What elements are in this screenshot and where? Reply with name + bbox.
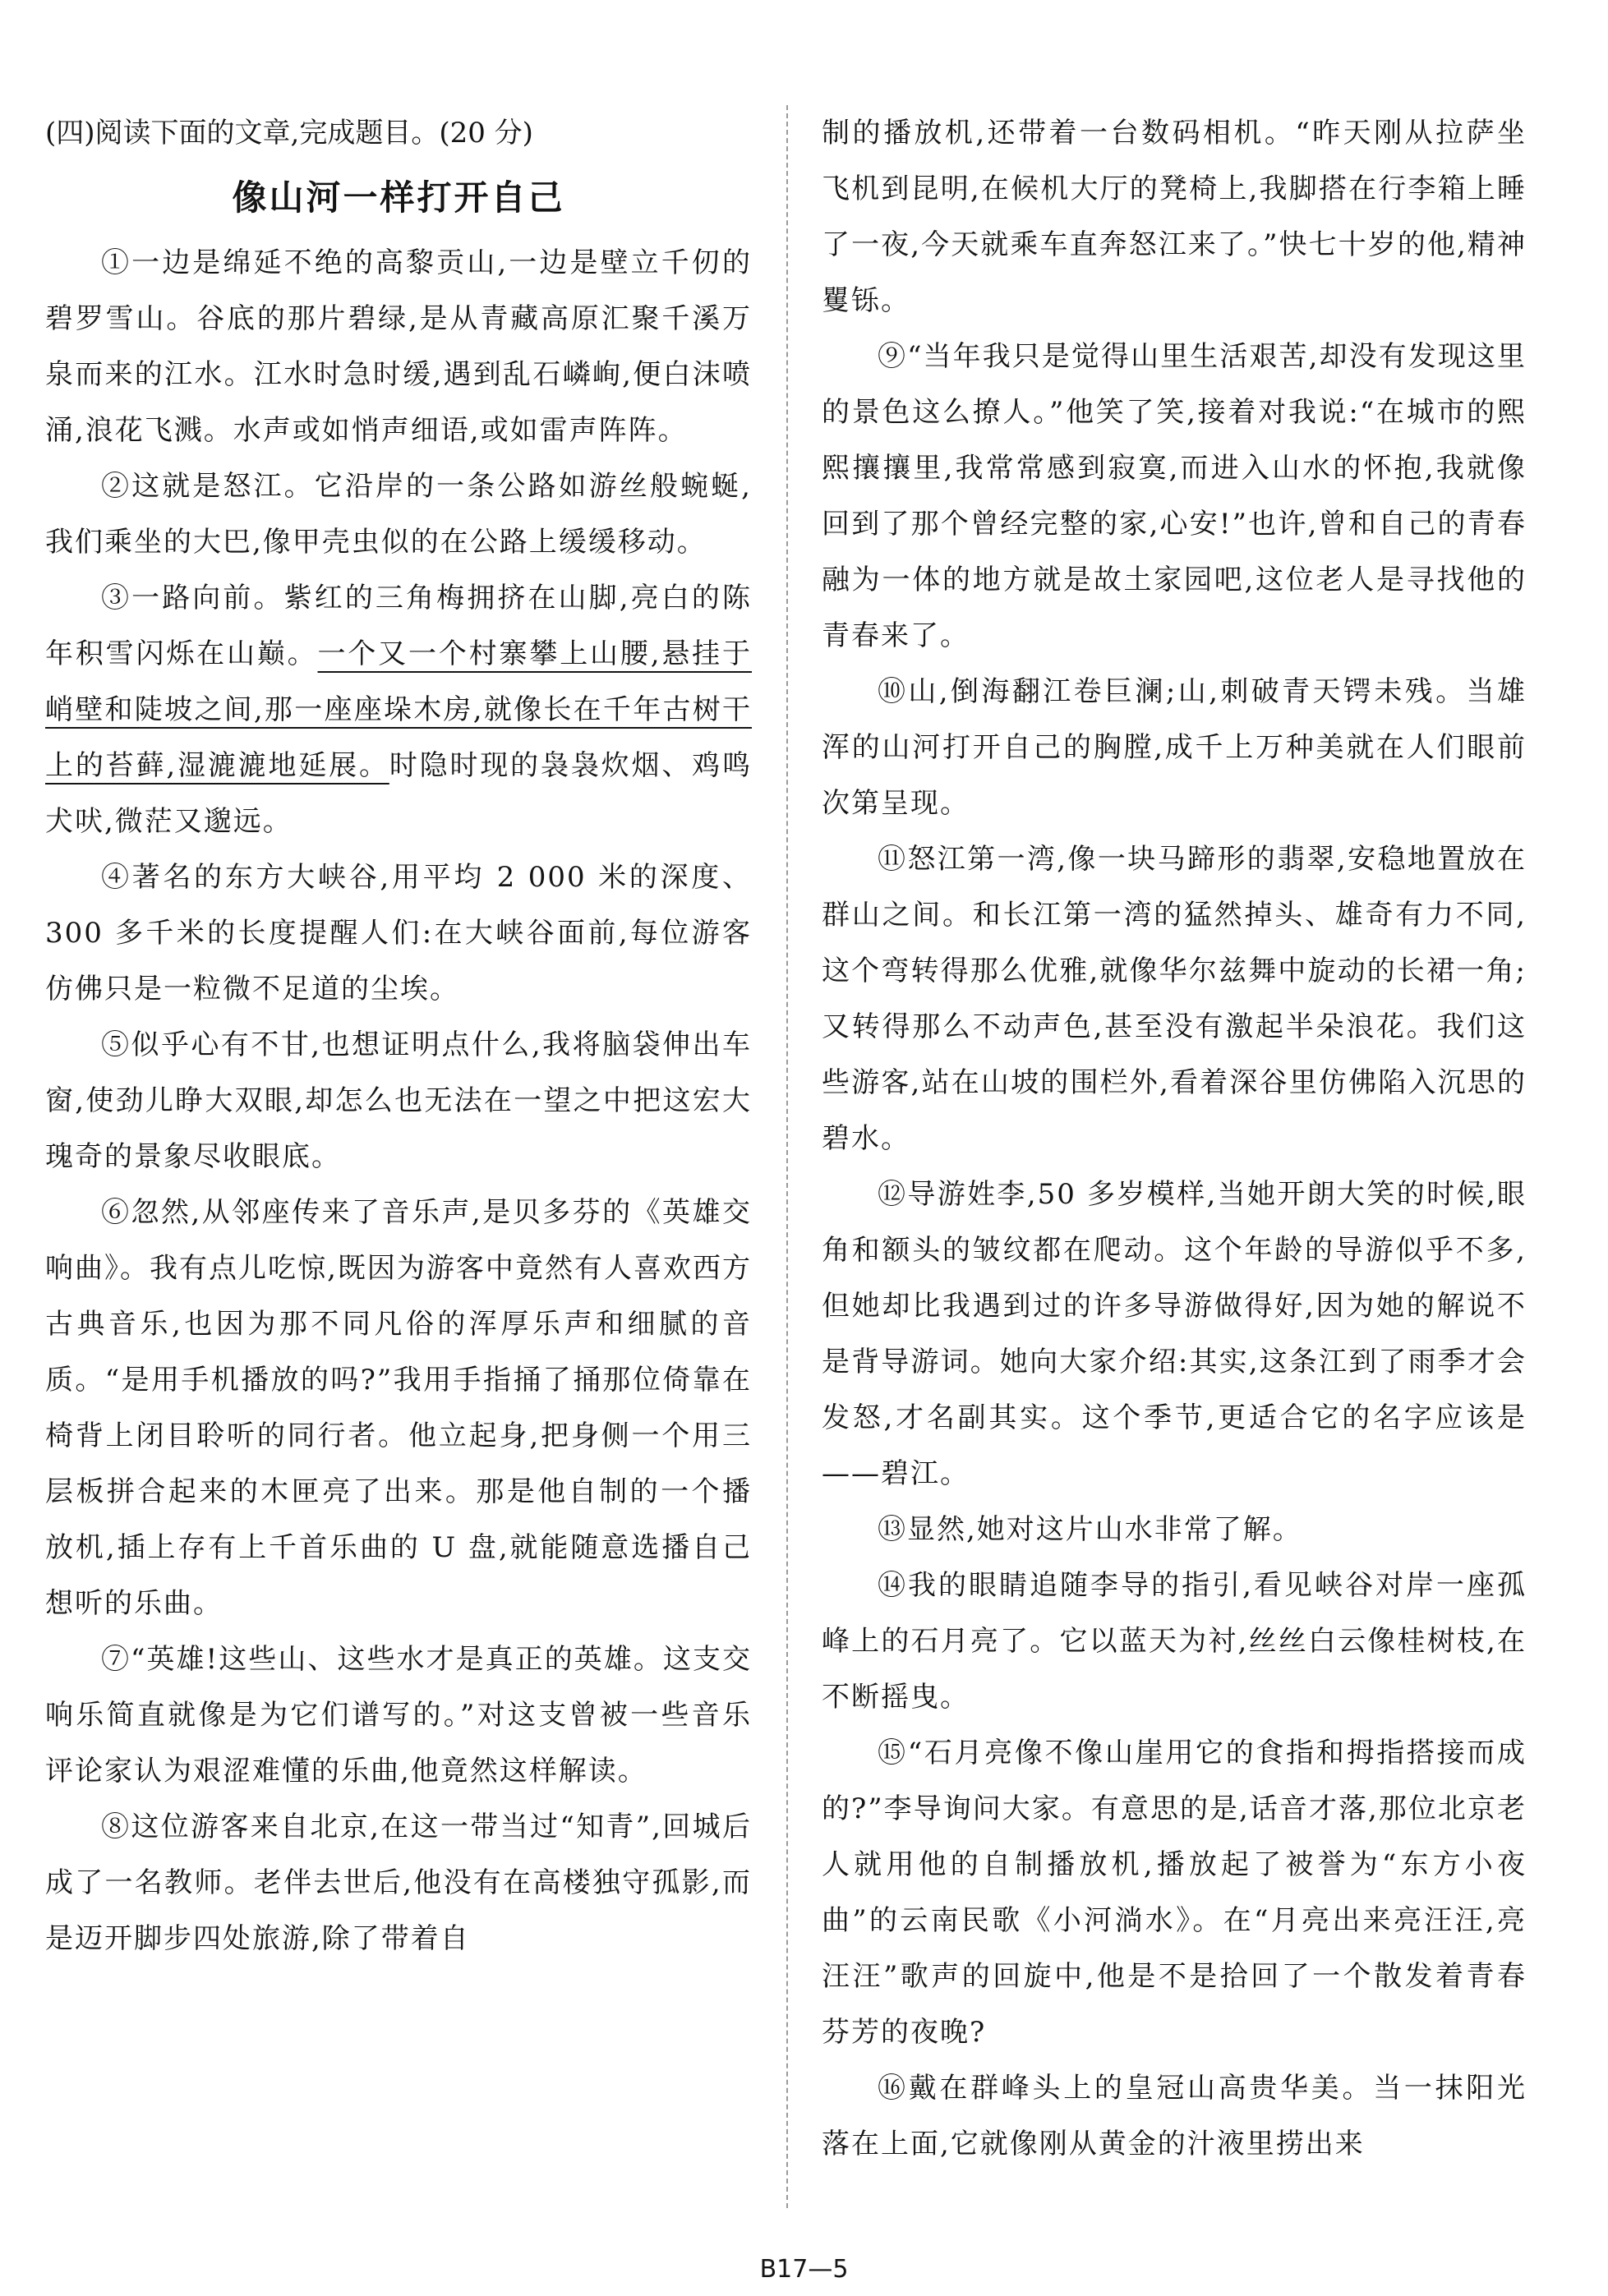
- article-title: 像山河一样打开自己: [232, 177, 565, 218]
- paragraph-16: ⑯戴在群峰头上的皇冠山高贵华美。当一抹阳光落在上面,它就像刚从黄金的汁液里捞出来: [822, 2072, 1527, 2160]
- paragraph-12: ⑫导游姓李,50 多岁模样,当她开朗大笑的时候,眼角和额头的皱纹都在爬动。这个年龄的导游似乎不多,但她却比我遇到过的许多导游做得好,因为她的解说不是背导游词。她向大家介绍:其实,这条江到了雨季才会发怒,才名副其实。这个季节,更适合它的名字应该是——碧江。: [822, 1178, 1527, 1490]
- question-instruction: (四)阅读下面的文章,完成题目。(20 分): [45, 117, 533, 150]
- paragraph-8-part-1: ⑧这位游客来自北京,在这一带当过“知青”,回城后成了一名教师。老伴去世后,他没有在高楼独守孤影,而是迈开脚步四处旅游,除了带着自: [45, 1811, 752, 1955]
- underlined-sentence: 一个又一个村寨攀上山腰,悬挂于峭壁和陡坡之间,那一座座垛木房,就像长在千年古树干上的苔藓,湿漉漉地延展。: [45, 637, 753, 782]
- paragraph-4: ④著名的东方大峡谷,用平均 2 000 米的深度、300 多千米的长度提醒人们:在大峡谷面前,每位游客仿佛只是一粒微不足道的尘埃。: [45, 861, 752, 1005]
- paragraph-2: ②这就是怒江。它沿岸的一条公路如游丝般蜿蜒,我们乘坐的大巴,像甲壳虫似的在公路上缓缓移动。: [45, 470, 752, 559]
- page-number: B17—5: [759, 2255, 849, 2284]
- paragraph-7: ⑦“英雄!这些山、这些水才是真正的英雄。这支交响乐简直就像是为它们谱写的。”对这支曾被一些音乐评论家认为艰涩难懂的乐曲,他竟然这样解读。: [45, 1643, 752, 1788]
- paragraph-6: ⑥忽然,从邻座传来了音乐声,是贝多芬的《英雄交响曲》。我有点儿吃惊,既因为游客中竟然有人喜欢西方古典音乐,也因为那不同凡俗的浑厚乐声和细腻的音质。“是用手机播放的吗?”我用手指捅了捅那位倚靠在椅背上闭目聆听的同行者。他立起身,把身侧一个用三层板拼合起来的木匣亮了出来。那是他自制的一个播放机,插上存有上千首乐曲的 U 盘,就能随意选播自己想听的乐曲。: [45, 1196, 752, 1620]
- left-column: [45, 105, 752, 1967]
- column-divider: [786, 105, 788, 2208]
- paragraph-3: [45, 570, 752, 849]
- paragraph-3-start: ③一路向前。紫红的三角梅拥挤在山脚,亮白的陈年积雪闪烁在山巅。: [45, 582, 752, 670]
- paragraph-13: ⑬显然,她对这片山水非常了解。: [878, 1513, 1302, 1546]
- paragraph-14: ⑭我的眼睛追随李导的指引,看见峡谷对岸一座孤峰上的石月亮了。它以蓝天为衬,丝丝白云像桂树枝,在不断摇曳。: [822, 1569, 1527, 1714]
- right-column: [822, 105, 1527, 2172]
- paragraph-3-end: 时隐时现的袅袅炊烟、鸡鸣犬吠,微茫又邈远。: [45, 749, 753, 838]
- paragraph-9: ⑨“当年我只是觉得山里生活艰苦,却没有发现这里的景色这么撩人。”他笑了笑,接着对我说:“在城市的熙熙攘攘里,我常常感到寂寞,而进入山水的怀抱,我就像回到了那个曾经完整的家,心安!”也许,曾和自己的青春融为一体的地方就是故土家园吧,这位老人是寻找他的青春来了。: [822, 340, 1527, 652]
- paragraph-15: ⑮“石月亮像不像山崖用它的食指和拇指搭接而成的?”李导询问大家。有意思的是,话音才落,那位北京老人就用他的自制播放机,播放起了被誉为“东方小夜曲”的云南民歌《小河淌水》。在“月亮出来亮汪汪,亮汪汪”歌声的回旋中,他是不是拾回了一个散发着青春芬芳的夜晚?: [822, 1737, 1527, 2049]
- paragraph-1: ①一边是绵延不绝的高黎贡山,一边是壁立千仞的碧罗雪山。谷底的那片碧绿,是从青藏高原汇聚千溪万泉而来的江水。江水时急时缓,遇到乱石嶙峋,便白沫喷涌,浪花飞溅。水声或如悄声细语,或如雷声阵阵。: [45, 246, 752, 447]
- paragraph-11: ⑪怒江第一湾,像一块马蹄形的翡翠,安稳地置放在群山之间。和长江第一湾的猛然掉头、雄奇有力不同,这个弯转得那么优雅,就像华尔兹舞中旋动的长裙一角;又转得那么不动声色,甚至没有激起半朵浪花。我们这些游客,站在山坡的围栏外,看着深谷里仿佛陷入沉思的碧水。: [822, 843, 1527, 1155]
- paragraph-10: ⑩山,倒海翻江卷巨澜;山,刺破青天锷未残。当雄浑的山河打开自己的胸膛,成千上万种美就在人们眼前次第呈现。: [822, 675, 1527, 820]
- paragraph-8-part-2: 制的播放机,还带着一台数码相机。“昨天刚从拉萨坐飞机到昆明,在候机大厅的凳椅上,我脚搭在行李箱上睡了一夜,今天就乘车直奔怒江来了。”快七十岁的他,精神矍铄。: [822, 117, 1527, 317]
- paragraph-5: ⑤似乎心有不甘,也想证明点什么,我将脑袋伸出车窗,使劲儿睁大双眼,却怎么也无法在一望之中把这宏大瑰奇的景象尽收眼底。: [45, 1028, 752, 1173]
